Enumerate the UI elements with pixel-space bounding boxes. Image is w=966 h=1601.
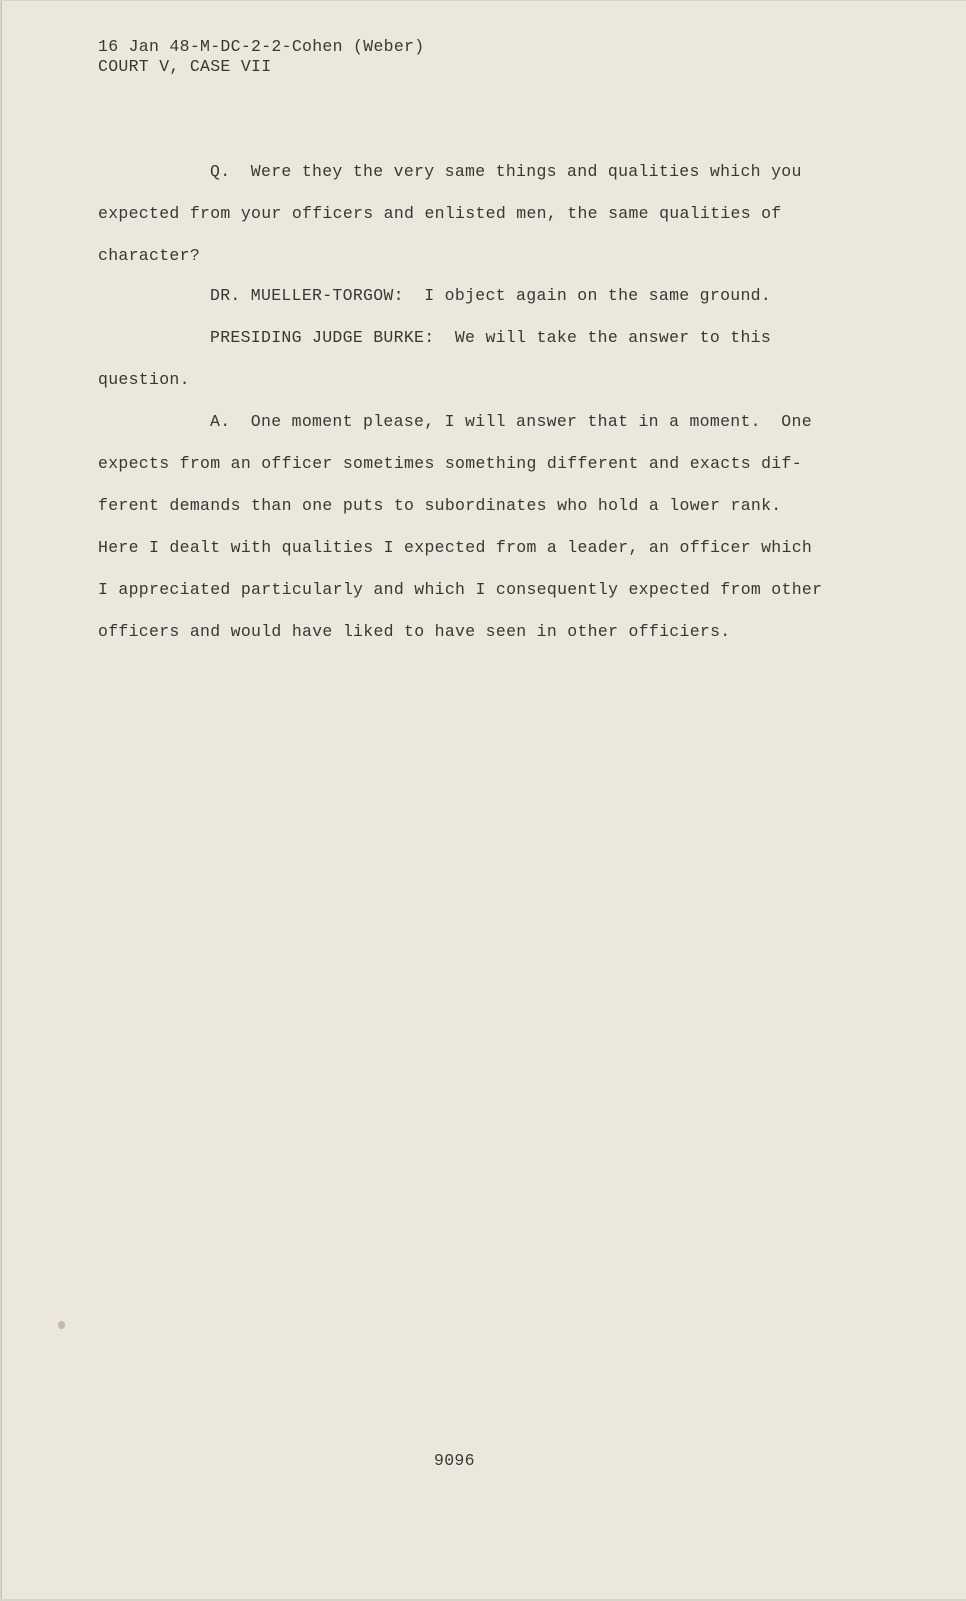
- paper-speck: [58, 1321, 65, 1329]
- header-line-court-case: COURT V, CASE VII: [98, 57, 272, 76]
- transcript-line: Q. Were they the very same things and qualities which you: [210, 162, 802, 181]
- transcript-line: Here I dealt with qualities I expected from a leader, an officer which: [98, 538, 813, 557]
- transcript-line: question.: [98, 370, 190, 389]
- transcript-line: A. One moment please, I will answer that in a moment. One: [210, 412, 812, 431]
- header-line-date-code: 16 Jan 48-M-DC-2-2-Cohen (Weber): [98, 37, 425, 56]
- transcript-line: DR. MUELLER-TORGOW: I object again on the same ground.: [210, 286, 772, 305]
- document-header: [98, 37, 424, 77]
- transcript-line: character?: [98, 246, 201, 265]
- transcript-line: I appreciated particularly and which I consequently expected from other: [98, 580, 823, 599]
- transcript-line: expected from your officers and enlisted men, the same qualities of: [98, 204, 782, 223]
- document-page: [1, 1, 966, 1599]
- transcript-line: expects from an officer sometimes something different and exacts dif-: [98, 454, 802, 473]
- page-number: 9096: [434, 1451, 475, 1470]
- transcript-line: officers and would have liked to have seen in other officiers.: [98, 622, 731, 641]
- transcript-line: ferent demands than one puts to subordinates who hold a lower rank.: [98, 496, 782, 515]
- transcript-line: PRESIDING JUDGE BURKE: We will take the answer to this: [210, 328, 772, 347]
